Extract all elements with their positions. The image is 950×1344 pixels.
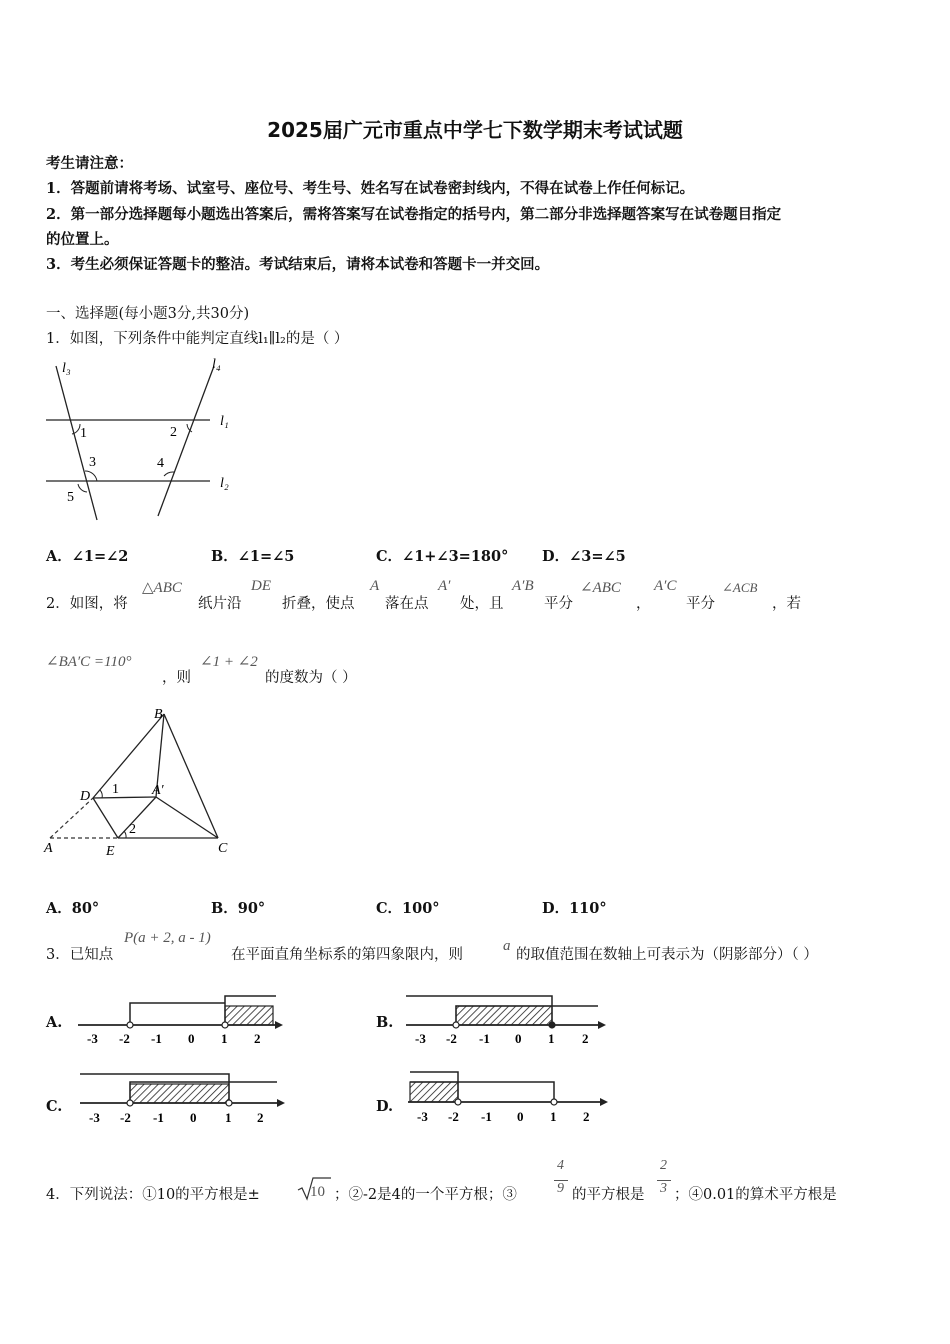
tick-label: 2	[257, 1110, 264, 1125]
tick-label: 1	[550, 1109, 557, 1124]
q1-figure	[40, 350, 250, 525]
label-l1: l₁	[220, 414, 229, 429]
tick-label: -1	[481, 1109, 492, 1124]
angle-4: 4	[157, 456, 164, 471]
section-heading: 一、选择题(每小题3分,共30分)	[46, 306, 250, 322]
tick-label: -2	[448, 1109, 459, 1124]
tick-label: -3	[417, 1109, 428, 1124]
tick-label: -3	[87, 1031, 98, 1046]
q4-sqrt-value: 10	[310, 1184, 325, 1200]
notice-line-2-cont: 的位置上。	[46, 231, 119, 248]
q2-text-3: 折叠，使点	[282, 596, 355, 612]
q4-fraction-1-den: 9	[557, 1181, 564, 1196]
q1-option-a: A．∠1=∠2	[46, 548, 129, 565]
label-l3: l₃	[62, 361, 71, 376]
q3-label-a: A.	[46, 1014, 63, 1031]
tick-label: 1	[548, 1031, 555, 1046]
notice-heading: 考生请注意：	[46, 155, 133, 172]
q2-text-5: 处，且	[460, 596, 504, 612]
point-a: A	[44, 841, 53, 856]
q3-math-point: P(a + 2, a - 1)	[124, 930, 211, 946]
q2-math-ac: A′C	[654, 578, 677, 594]
tick-label: 2	[583, 1109, 590, 1124]
q2-option-c: C．100°	[376, 900, 440, 917]
tick-label: -2	[120, 1110, 131, 1125]
q4-fraction-1-num: 4	[557, 1158, 564, 1173]
q2-text-11: 的度数为（ ）	[265, 670, 357, 686]
angle-label-2: 2	[129, 822, 136, 837]
q2-option-d: D．110°	[542, 900, 607, 917]
q3-text-3: 的取值范围在数轴上可表示为（阴影部分）（ ）	[516, 947, 818, 963]
q2-text-2: 纸片沿	[198, 596, 242, 612]
q4-sqrt-symbol	[296, 1176, 332, 1202]
q3-label-c: C.	[46, 1098, 63, 1115]
q3-numberline-b	[406, 988, 606, 1048]
q2-text-6: 平分	[544, 596, 573, 612]
tick-label: 0	[517, 1109, 524, 1124]
angle-1: 1	[80, 426, 87, 441]
q2-text-8: 平分	[686, 596, 715, 612]
question-1-text: 1．如图，下列条件中能判定直线l₁∥l₂的是（ ）	[46, 331, 349, 347]
tick-label: -2	[446, 1031, 457, 1046]
q2-math-abc: ∠ABC	[580, 580, 621, 596]
tick-label: -3	[89, 1110, 100, 1125]
q3-numberline-a	[78, 988, 283, 1048]
q2-math-a: A	[370, 578, 380, 594]
angle-3: 3	[89, 455, 96, 470]
point-c: C	[218, 841, 228, 856]
point-e: E	[106, 844, 115, 859]
q4-fraction-2-num: 2	[660, 1158, 667, 1173]
q2-text-10: ，则	[162, 670, 191, 686]
q2-option-b: B．90°	[211, 900, 266, 917]
notice-line-1: 1．答题前请将考场、试室号、座位号、考生号、姓名写在试卷密封线内，不得在试卷上作任何标记。	[46, 180, 695, 197]
q2-text-4: 落在点	[385, 596, 429, 612]
q1-option-c: C．∠1+∠3=180°	[376, 548, 509, 565]
q2-math-de: DE	[251, 578, 271, 594]
tick-label: -1	[153, 1110, 164, 1125]
q3-label-b: B.	[376, 1014, 394, 1031]
q3-text-1: 3．已知点	[46, 947, 114, 963]
tick-label: 1	[221, 1031, 228, 1046]
q2-math-sum: ∠1 + ∠2	[200, 654, 258, 670]
label-l2: l₂	[220, 476, 229, 491]
q2-math-a-prime: A′	[438, 578, 451, 594]
q2-math-ab: A′B	[512, 578, 534, 594]
q2-math-angle: ∠BA′C =110°	[46, 654, 132, 670]
notice-line-3: 3．考生必须保证答题卡的整洁。考试结束后，请将本试卷和答题卡一并交回。	[46, 256, 550, 273]
q1-option-b: B．∠1=∠5	[211, 548, 295, 565]
tick-label: 1	[225, 1110, 232, 1125]
q2-text-7: ，	[636, 596, 651, 612]
point-d: D	[80, 789, 91, 804]
angle-label-1: 1	[112, 782, 119, 797]
q4-fraction-2-den: 3	[660, 1181, 667, 1196]
q4-text-2: ；②-2是4的一个平方根；③	[334, 1187, 517, 1203]
q2-figure	[40, 700, 240, 865]
q2-math-acb: ∠ACB	[722, 580, 758, 595]
tick-label: -1	[479, 1031, 490, 1046]
tick-label: 2	[582, 1031, 589, 1046]
q3-numberline-c	[80, 1070, 285, 1130]
label-l4: l₄	[212, 357, 221, 372]
tick-label: -3	[415, 1031, 426, 1046]
q2-math-triangle: △ABC	[142, 580, 182, 596]
angle-2: 2	[170, 425, 177, 440]
tick-label: 2	[254, 1031, 261, 1046]
q3-math-a: a	[503, 938, 511, 954]
q3-label-d: D.	[376, 1098, 394, 1115]
q1-option-d: D．∠3=∠5	[542, 548, 626, 565]
tick-label: 0	[515, 1031, 522, 1046]
point-a-prime: A′	[152, 783, 164, 798]
angle-5: 5	[67, 490, 74, 505]
notice-line-2: 2．第一部分选择题每小题选出答案后，需将答案写在试卷指定的括号内，第二部分非选择题答案写在试卷题目指定	[46, 206, 782, 223]
tick-label: 0	[190, 1110, 197, 1125]
point-b: B	[154, 707, 163, 722]
q3-text-2: 在平面直角坐标系的第四象限内，则	[231, 947, 463, 963]
q2-text-9: ，若	[772, 596, 801, 612]
q2-text-1: 2．如图，将	[46, 596, 128, 612]
q4-text-4: ；④0.01的算术平方根是	[674, 1187, 837, 1203]
q2-option-a: A．80°	[46, 900, 100, 917]
q4-text-1: 4．下列说法：①10的平方根是±	[46, 1187, 260, 1203]
q3-numberline-d	[408, 1068, 608, 1128]
page-title: 2025届广元市重点中学七下数学期末考试试题	[267, 118, 683, 142]
q4-text-3: 的平方根是	[572, 1187, 645, 1203]
tick-label: 0	[188, 1031, 195, 1046]
tick-label: -2	[119, 1031, 130, 1046]
tick-label: -1	[151, 1031, 162, 1046]
